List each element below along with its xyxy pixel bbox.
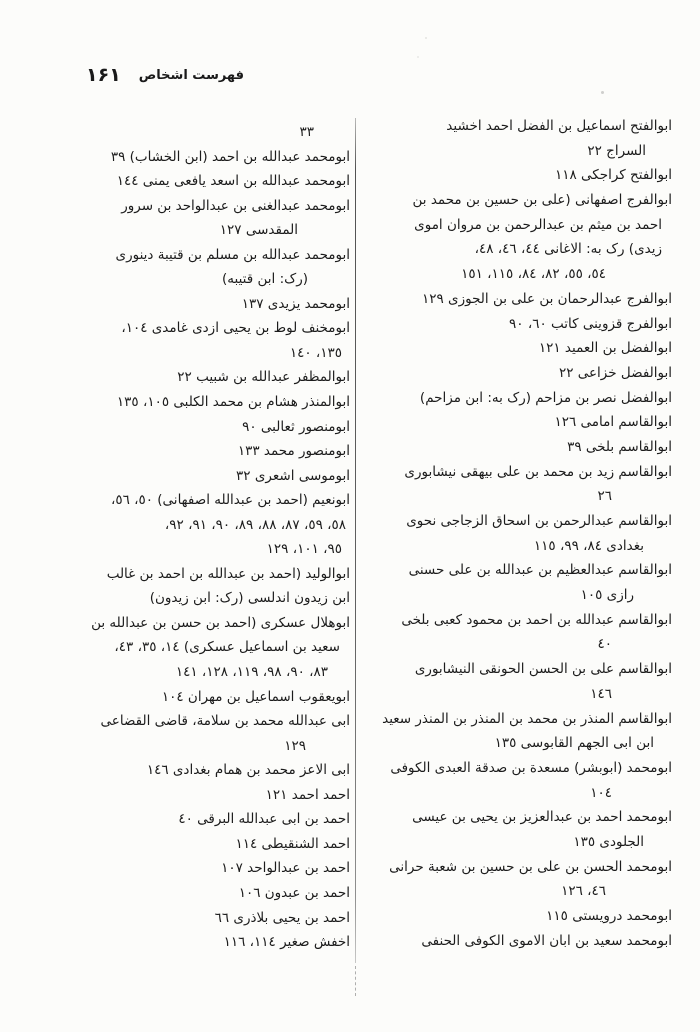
index-line: ابومحمد عبدالله بن اسعد یافعی یمنی ١٤٤ [116,173,350,190]
index-line: ٣٣ [299,124,314,140]
index-line: ابی الاعز محمد بن همام بغدادی ١٤٦ [146,762,350,779]
index-line: ابومنصور محمد ١٣٣ [237,443,350,460]
index-line: ابوالقاسم المنذر بن محمد بن المنذر بن المنذر سعید [382,710,672,727]
column-divider-rule [355,118,356,963]
index-line: ابومخنف لوط بن یحیی ازدی غامدی ١٠٤، [121,320,350,337]
index-line: ابومنصور ثعالبی ٩٠ [242,418,350,435]
index-line: ٨٣، ٩٠، ٩٨، ١١٩، ١٢٨، ١٤١ [175,664,328,681]
index-line: ابوالفرج قزوینی کاتب ٦٠، ٩٠ [509,315,672,332]
index-line: احمد الشنقیطی ١١٤ [235,835,350,852]
index-line: بغدادی ٨٤، ٩٩، ١١٥ [533,537,644,554]
index-line: ٢٦ [597,488,612,505]
index-line: احمد احمد ١٢١ [265,786,350,803]
index-line: ابوالمظفر عبدالله بن شبیب ٢٢ [177,369,350,386]
index-line: ابویعقوب اسماعیل بن مهران ١٠٤ [161,688,350,705]
index-line: ابومحمد الحسن بن علی بن حسین بن شعبة حرانی [389,858,672,875]
page-number: ۱۶۱ [86,64,121,86]
index-line: سعید بن اسماعیل عسکری) ١٤، ٣٥، ٤٣، [114,639,340,656]
index-line: ابومحمد عبدالله بن احمد (ابن الخشاب) ٣٩ [110,148,350,165]
index-line: ٥٤، ٥٥، ٨٢، ٨٤، ١١٥، ١٥١ [461,266,606,283]
index-line: زیدی) رک به: الاغانی ٤٤، ٤٦، ٤٨، [474,241,662,258]
index-line: ابوالفضل نصر بن مزاحم (رک به: ابن مزاحم) [419,389,672,406]
index-line: ابوهلال عسکری (احمد بن حسن بن عبدالله بن [91,614,350,631]
index-line: احمد بن عبدون ١٠٦ [238,884,350,901]
index-line: ابومحمد یزیدی ١٣٧ [241,295,350,312]
column-divider-rule-tail [355,966,356,996]
index-line: ابی عبدالله محمد بن سلامة، قاضی القضاعی [100,713,350,730]
index-line: ١٤٦ [590,685,612,702]
index-line: ابوالفضل بن العمید ١٢١ [538,340,672,357]
page-header [86,64,244,86]
index-line: ابن ابی الجهم القابوسی ١٣٥ [494,735,654,752]
index-line: السراج ٢٢ [587,142,646,159]
index-line: ابن زیدون اندلسی (رک: ابن زیدون) [149,590,350,607]
index-line: ابومحمد عبدالله بن مسلم بن قتیبة دینوری [115,246,350,263]
index-line: احمد بن ابی عبدالله البرقی ٤٠ [178,811,350,828]
index-line: ابومحمد سعید بن ابان الاموی الکوفی الحنفی [421,932,672,949]
index-column-first [362,114,672,953]
index-line: الجلودی ١٣٥ [573,833,644,850]
index-line: ابومحمد (ابوبشر) مسعدة بن صدقة العبدی الکوفی [390,759,672,776]
index-line: ابوالقاسم امامی ١٢٦ [554,414,672,431]
index-line: ابوالفضل خزاعی ٢٢ [558,364,672,381]
index-line: ابوالمنذر هشام بن محمد الکلبی ١٠٥، ١٣٥ [116,394,350,411]
index-line: (رک: ابن قتیبه) [222,271,308,288]
index-line: ٥٨، ٥٩، ٨٧، ٨٨، ٨٩، ٩٠، ٩١، ٩٢، [164,516,346,533]
index-line: ابومحمد عبدالغنی بن عبدالواحد بن سرور [121,197,350,214]
index-line: ابومحمد درویستی ١١٥ [546,908,672,924]
index-line: ٤٦، ١٢٦ [561,883,606,900]
page-title: فهرست اشخاص [138,67,245,83]
scan-speckle [417,56,419,58]
index-line: ابوالفرج اصفهانی (علی بن حسین بن محمد بن [412,192,672,209]
index-line: ١٣٥، ١٤٠ [289,344,342,361]
index-line: احمد بن عبدالواحد ١٠٧ [221,860,350,877]
index-line: ٤٠ [597,636,612,653]
index-line: ابوالفتح اسماعیل بن الفضل احمد اخشید [446,118,672,134]
index-line: ابونعیم (احمد بن عبدالله اصفهانی) ٥٠، ٥٦، [110,492,350,509]
index-line: اخفش صغیر ١١٤، ١١٦ [223,934,350,951]
index-line: احمد بن یحیی بلاذری ٦٦ [214,909,350,926]
index-line: ابوموسی اشعری ٣٢ [236,467,350,484]
index-line: ١٢٩ [284,737,306,754]
index-line: ١٠٤ [590,784,612,801]
index-line: ابوالقاسم عبدالعظیم بن عبدالله بن علی حسنی [408,562,672,579]
index-line: ابومحمد احمد بن عبدالعزیز بن یحیی بن عیسی [412,809,672,826]
index-line: ابوالقاسم عبدالله بن احمد بن محمود کعبی بلخی [401,611,672,628]
index-line: رازی ١٠٥ [580,587,634,604]
index-line: ٩٥، ١٠١، ١٢٩ [266,541,342,558]
index-line: ابوالفرج عبدالرحمان بن علی بن الجوزی ١٢٩ [421,290,672,307]
index-line: احمد بن میثم بن عبدالرحمن بن مروان اموی [414,216,662,233]
index-line: ابوالقاسم بلخی ٣٩ [567,438,672,455]
index-column-second [62,120,350,955]
index-line: ابوالولید (احمد بن عبدالله بن احمد بن غالب [106,565,350,582]
index-line: ابوالقاسم علی بن الحسن الحونقی النیشابوری [414,661,672,678]
index-line: ابوالفتح کراجکی ١١٨ [555,167,672,184]
scan-speckle [601,91,604,94]
index-line: ابوالقاسم زید بن محمد بن علی بیهقی نیشابوری [404,463,672,480]
index-line: المقدسی ١٢٧ [219,222,298,239]
scan-speckle [425,37,427,39]
index-line: ابوالقاسم عبدالرحمن بن اسحاق الزجاجی نحوی [406,513,672,529]
